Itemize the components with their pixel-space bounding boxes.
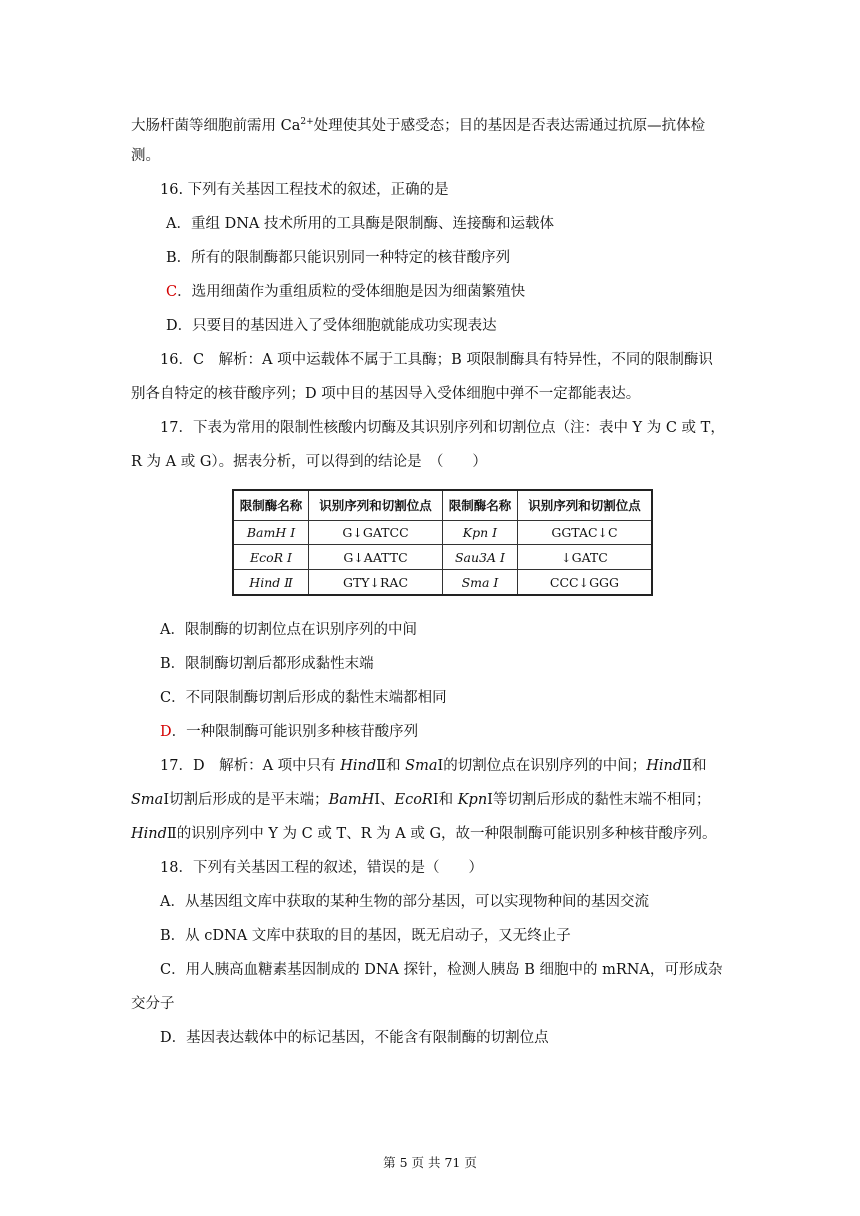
- intro-line-2: 测。: [131, 148, 160, 164]
- q16-option-b: B．所有的限制酶都只能识别同一种特定的核苷酸序列: [166, 250, 511, 266]
- table-header-row: [233, 490, 652, 520]
- table-cell: G↓GATCC: [309, 520, 443, 545]
- q18-option-c-cont: 交分子: [131, 996, 175, 1012]
- q17-option-b: B．限制酶切割后都形成黏性末端: [160, 656, 374, 672]
- table-cell: ↓GATC: [517, 545, 652, 570]
- page-footer: 第 5 页 共 71 页: [383, 1155, 477, 1170]
- enzyme-table: [232, 489, 653, 596]
- table-cell: Sau3A Ⅰ: [442, 545, 517, 570]
- superscript: 2+: [300, 117, 314, 127]
- q16-answer-line-1: 16．C 解析：A 项中运载体不属于工具酶；B 项限制酶具有特异性，不同的限制酶识: [160, 352, 713, 368]
- q17-answer-line-3: HindⅡ的识别序列中 Y 为 C 或 T、R 为 A 或 G，故一种限制酶可能识别多种核苷酸序列。: [131, 826, 717, 842]
- table-cell: G↓AATTC: [309, 545, 443, 570]
- table-cell: Hind Ⅱ: [233, 570, 309, 595]
- table-cell: Sma Ⅰ: [442, 570, 517, 595]
- q17-stem-line-2: R 为 A 或 G）。据表分析，可以得到的结论是 （ ）: [131, 454, 487, 470]
- q18-option-b: B．从 cDNA 文库中获取的目的基因，既无启动子，又无终止子: [160, 928, 571, 944]
- q16-answer-line-2: 别各自特定的核苷酸序列；D 项中目的基因导入受体细胞中弹不一定都能表达。: [131, 386, 641, 402]
- q16-option-c-letter: C: [166, 284, 178, 300]
- q18-option-d: D．基因表达载体中的标记基因，不能含有限制酶的切割位点: [160, 1030, 549, 1046]
- q17-option-a: A．限制酶的切割位点在识别序列的中间: [160, 622, 417, 638]
- table-cell: Kpn Ⅰ: [442, 520, 517, 545]
- table-cell: EcoR Ⅰ: [233, 545, 309, 570]
- table-cell: GTY↓RAC: [309, 570, 443, 595]
- q16-option-d: D．只要目的基因进入了受体细胞就能成功实现表达: [166, 318, 497, 334]
- q17-option-d-letter: D: [160, 724, 172, 740]
- q17-option-d-text: ．一种限制酶可能识别多种核苷酸序列: [171, 724, 419, 740]
- table-row: [233, 570, 652, 595]
- q17-answer-line-1: 17．D 解析：A 项中只有 HindⅡ和 SmaⅠ的切割位点在识别序列的中间；HindⅡ和: [160, 758, 707, 774]
- q17-option-c: C．不同限制酶切割后形成的黏性末端都相同: [160, 690, 447, 706]
- table-header: 限制酶名称: [442, 490, 517, 520]
- q18-stem: 18．下列有关基因工程的叙述，错误的是（ ）: [160, 860, 483, 876]
- q18-option-a: A．从基因组文库中获取的某种生物的部分基因，可以实现物种间的基因交流: [160, 894, 649, 910]
- table-row: [233, 520, 652, 545]
- table-cell: GGTAC↓C: [517, 520, 652, 545]
- table-cell: CCC↓GGG: [517, 570, 652, 595]
- intro-line-1: 大肠杆菌等细胞前需用 $Ca^{2+}$处理使其处于感受态；目的基因是否表达需通过抗原—抗体检: [131, 117, 706, 134]
- q17-stem-line-1: 17．下表为常用的限制性核酸内切酶及其识别序列和切割位点（注：表中 Y 为 C 或 T，: [160, 420, 725, 436]
- table-cell: BamH Ⅰ: [233, 520, 309, 545]
- table-header: 限制酶名称: [233, 490, 309, 520]
- q16-option-a: A．重组 DNA 技术所用的工具酶是限制酶、连接酶和运载体: [166, 216, 554, 232]
- q16-option-c-text: ．选用细菌作为重组质粒的受体细胞是因为细菌繁殖快: [177, 284, 526, 300]
- q16-option-c: [166, 282, 525, 302]
- q18-option-c: C．用人胰高血糖素基因制成的 DNA 探针，检测人胰岛 B 细胞中的 mRNA，可形成杂: [160, 962, 723, 978]
- table-row: [233, 545, 652, 570]
- q17-answer-line-2: SmaⅠ切割后形成的是平末端；BamHⅠ、EcoRⅠ和 KpnⅠ等切割后形成的黏性末端不相同；: [131, 792, 711, 808]
- q16-stem: 16. 下列有关基因工程技术的叙述，正确的是: [160, 182, 449, 198]
- table-header: 识别序列和切割位点: [517, 490, 652, 520]
- table-header: 识别序列和切割位点: [309, 490, 443, 520]
- q17-option-d: [160, 722, 418, 742]
